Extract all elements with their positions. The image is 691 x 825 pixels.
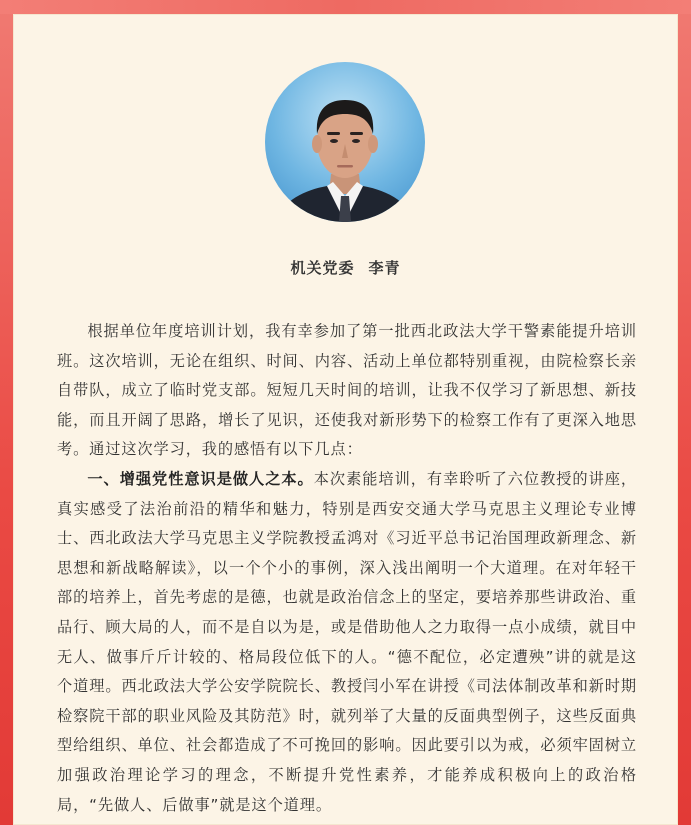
author-name: 李青 [368, 259, 401, 277]
author-org: 机关党委 [290, 259, 355, 277]
article-body [57, 317, 637, 820]
section-1-body: 本次素能培训，有幸聆听了六位教授的讲座，真实感受了法治前沿的精华和魅力，特别是西安交通大学马克思主义理论专业博士、西北政法大学马克思主义学院教授孟鸿对《习近平总书记治国理政新理念、新思想和新战略解读》，以一个个小的事例，深入浅出阐明一个大道理。在对年轻干部的培养上，首先考虑的是德，也就是政治信念上的坚定，要培养那些讲政治、重品行、顾大局的人，而不是自以为是，或是借助他人之力取得一点小成绩，就目中无人、做事斤斤计较的、格局段位低下的人。“德不配位，必定遭殃”讲的就是这个道理。西北政法大学公安学院院长、教授闫小军在讲授《司法体制改革和新时期检察院干部的职业风险及其防范》时，就列举了大量的反面典型例子，这些反面典型给组织、单位、社会都造成了不可挽回的影响。因此要引以为戒，必须牢固树立加强政治理论学习的理念，不断提升党性素养，才能养成积极向上的政治格局，“先做人、后做事”就是这个道理。 [57, 469, 637, 814]
author-caption [13, 257, 678, 278]
paragraph-intro: 根据单位年度培训计划，我有幸参加了第一批西北政法大学干警素能提升培训班。这次培训，无论在组织、时间、内容、活动上单位都特别重视，由院检察长亲自带队，成立了临时党支部。短短几天时间的培训，让我不仅学习了新思想、新技能，而且开阔了思路，增长了见识，还使我对新形势下的检察工作有了更深入地思考。通过这次学习，我的感悟有以下几点： [57, 322, 637, 459]
frame-top-bar [0, 0, 691, 14]
section-1-heading: 一、增强党性意识是做人之本。 [87, 469, 314, 488]
portrait-photo [265, 62, 425, 222]
article-card [13, 14, 678, 825]
paragraph-section-1 [57, 465, 637, 820]
